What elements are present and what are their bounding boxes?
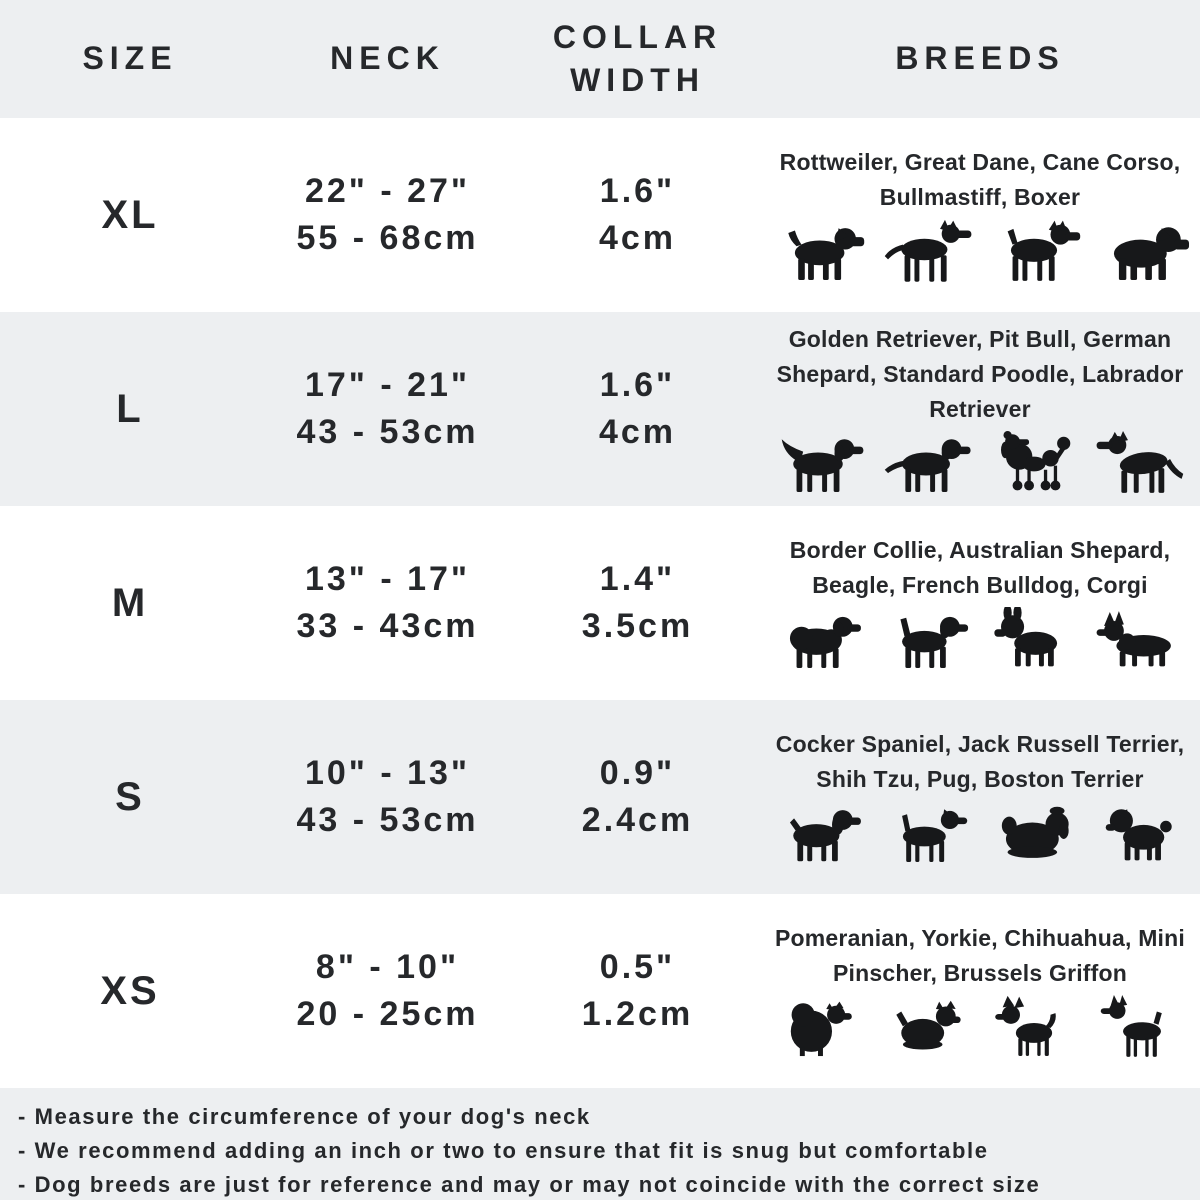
note-recommend: - We recommend adding an inch or two to ensure that fit is snug but comfortable: [18, 1138, 989, 1163]
neck-inches: 13" - 17": [304, 560, 471, 598]
footer-notes: [0, 1088, 1200, 1200]
neck-measurement: [260, 168, 515, 262]
neck-cm: 43 - 53cm: [296, 801, 479, 839]
cane-corso-icon: [983, 219, 1085, 285]
shih-tzu-icon: [983, 801, 1085, 867]
french-bulldog-icon: [983, 607, 1085, 673]
table-row-xs: [0, 894, 1200, 1088]
breed-list: Rottweiler, Great Dane, Cane Corso, Bullmastiff, Boxer: [779, 149, 1181, 210]
column-header-collar-width: COLLAR WIDTH: [552, 18, 723, 98]
breeds-cell: [760, 700, 1200, 894]
chihuahua-icon: [983, 995, 1085, 1061]
neck-inches: 17" - 21": [304, 366, 471, 404]
breed-icons: [767, 431, 1193, 497]
column-header-neck: NECK: [330, 40, 445, 77]
size-label: XL: [101, 192, 159, 237]
note-reference: - Dog breeds are just for reference and may or may not coincide with the correct size: [18, 1172, 1041, 1197]
breed-list: Cocker Spaniel, Jack Russell Terrier, Shih Tzu, Pug, Boston Terrier: [775, 731, 1185, 792]
collar-width-inches: 0.9": [599, 754, 676, 792]
size-label: XS: [100, 968, 160, 1013]
breed-list: Border Collie, Australian Shepard, Beagle, French Bulldog, Corgi: [789, 537, 1171, 598]
breeds-cell: [760, 894, 1200, 1088]
collar-width-measurement: [515, 362, 760, 456]
neck-measurement: [260, 750, 515, 844]
column-header-size: SIZE: [82, 40, 178, 77]
german-shepherd-icon: [1091, 431, 1193, 497]
golden-retriever-icon: [767, 431, 869, 497]
breed-icons: [767, 219, 1193, 285]
pomeranian-icon: [767, 995, 869, 1061]
neck-measurement: [260, 944, 515, 1038]
breeds-cell: [760, 506, 1200, 700]
australian-shepherd-icon: [767, 607, 869, 673]
collar-width-inches: 1.4": [599, 560, 676, 598]
breeds-cell: [760, 118, 1200, 312]
neck-cm: 20 - 25cm: [296, 995, 479, 1033]
size-label: M: [111, 580, 149, 625]
breed-icons: [767, 801, 1193, 867]
size-label: S: [115, 774, 145, 819]
table-row-l: [0, 312, 1200, 506]
table-body: [0, 118, 1200, 1088]
poodle-icon: [983, 431, 1085, 497]
collar-width-measurement: [515, 750, 760, 844]
collar-width-cm: 3.5cm: [581, 607, 694, 645]
collar-width-cm: 2.4cm: [581, 801, 694, 839]
neck-cm: 43 - 53cm: [296, 413, 479, 451]
beagle-icon: [875, 607, 977, 673]
collar-width-measurement: [515, 944, 760, 1038]
breed-icons: [767, 607, 1193, 673]
collar-width-inches: 1.6": [599, 366, 676, 404]
neck-cm: 33 - 43cm: [296, 607, 479, 645]
neck-inches: 22" - 27": [304, 172, 471, 210]
breeds-cell: [760, 312, 1200, 506]
neck-inches: 8" - 10": [315, 948, 460, 986]
great-dane-icon: [875, 219, 977, 285]
bullmastiff-icon: [1091, 219, 1193, 285]
neck-inches: 10" - 13": [304, 754, 471, 792]
breed-list: Golden Retriever, Pit Bull, German Shepard, Standard Poodle, Labrador Retriever: [776, 325, 1184, 422]
neck-measurement: [260, 556, 515, 650]
rottweiler-icon: [767, 219, 869, 285]
collar-width-cm: 1.2cm: [581, 995, 694, 1033]
pug-icon: [1091, 801, 1193, 867]
table-row-s: [0, 700, 1200, 894]
note-measure: - Measure the circumference of your dog's neck: [18, 1104, 591, 1129]
collar-width-cm: 4cm: [598, 219, 677, 257]
labrador-icon: [875, 431, 977, 497]
neck-measurement: [260, 362, 515, 456]
min-pinscher-icon: [1091, 995, 1193, 1061]
yorkie-icon: [875, 995, 977, 1061]
size-label: L: [116, 386, 144, 431]
column-header-breeds: BREEDS: [895, 40, 1065, 77]
collar-width-measurement: [515, 168, 760, 262]
table-row-xl: [0, 118, 1200, 312]
breed-icons: [767, 995, 1193, 1061]
jack-russell-icon: [875, 801, 977, 867]
collar-width-measurement: [515, 556, 760, 650]
table-row-m: [0, 506, 1200, 700]
corgi-icon: [1091, 607, 1193, 673]
table-header-row: [0, 0, 1200, 118]
breed-list: Pomeranian, Yorkie, Chihuahua, Mini Pinscher, Brussels Griffon: [774, 925, 1185, 986]
collar-width-cm: 4cm: [598, 413, 677, 451]
neck-cm: 55 - 68cm: [296, 219, 479, 257]
collar-width-inches: 1.6": [599, 172, 676, 210]
cocker-spaniel-icon: [767, 801, 869, 867]
collar-width-inches: 0.5": [599, 948, 676, 986]
